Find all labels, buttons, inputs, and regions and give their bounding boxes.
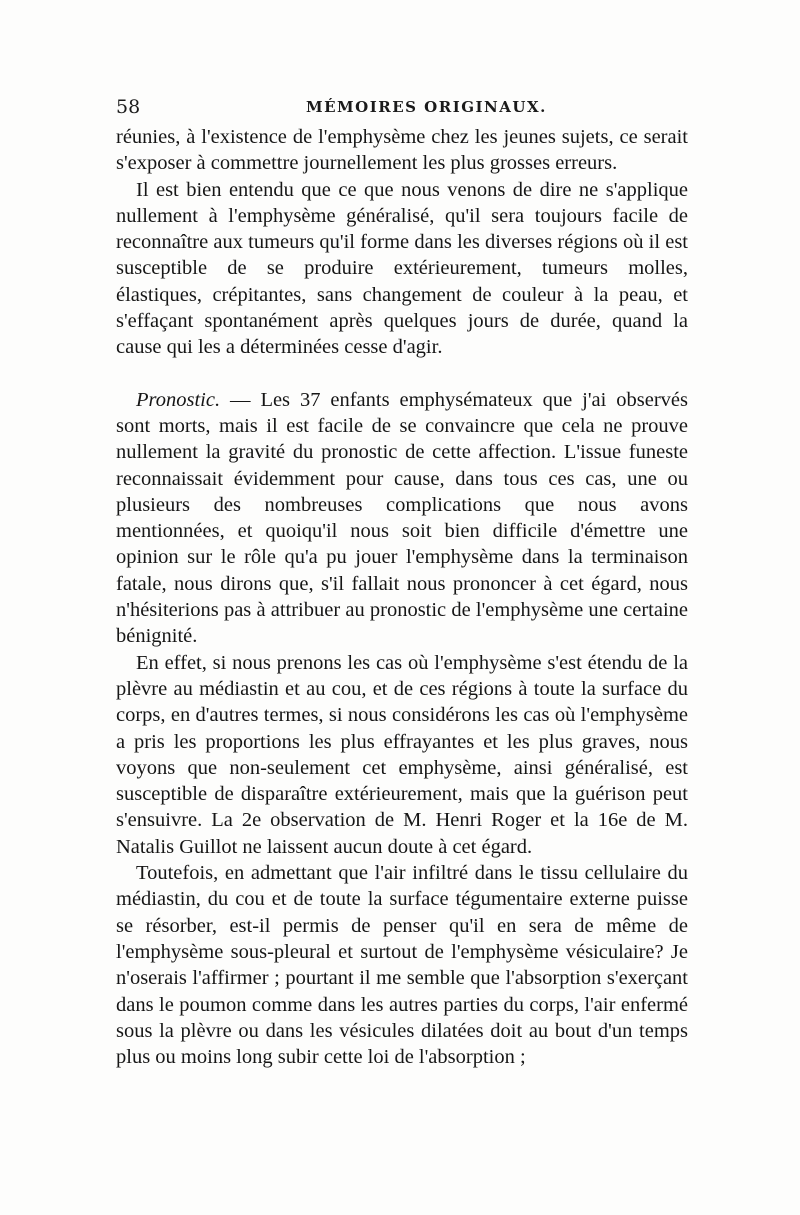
paragraph-text: En effet, si nous prenons les cas où l'emphysème s'est étendu de la plèvre au médiastin et au cou, et de ces régions à toute la surface du corps, en d'autres termes, si nous considérons les cas où l'emphysème a pris les proportions les plus effrayantes et les plus graves, nous voyons que non-seulement cet emphysème, ainsi généralisé, est susceptible de disparaître extérieurement, mais que la guérison peut s'ensuivre. La 2e observation de M. Henri Roger et la 16e de M. Natalis Guillot ne laissent aucun doute à cet égard.: [116, 651, 688, 858]
body-text: [116, 124, 688, 1070]
page-number: 58: [116, 96, 141, 118]
section-lead: Pronostic.: [136, 388, 221, 411]
paragraph: [116, 860, 688, 1070]
paragraph-text: Il est bien entendu que ce que nous venons de dire ne s'applique nullement à l'emphysème généralisé, qu'il sera toujours facile de reconnaître aux tumeurs qu'il forme dans les diverses régions où il est susceptible de se produire extérieurement, tumeurs molles, élastiques, crépitantes, sans changement de couleur à la peau, et s'effaçant spontanément après quelques jours de durée, quand la cause qui les a déterminées cesse d'agir.: [116, 178, 688, 359]
paragraph: [116, 177, 688, 361]
paragraph-continuation: [116, 124, 688, 177]
paragraph-text: — Les 37 enfants emphysémateux que j'ai observés sont morts, mais il est facile de se convaincre que cela ne prouve nullement la gravité du pronostic de cette affection. L'issue funeste reconnaissait évidemment pour cause, dans tous ces cas, une ou plusieurs des nombreuses complications que nous avons mentionnées, et quoiqu'il nous soit bien difficile d'émettre une opinion sur le rôle qu'a pu jouer l'emphysème dans la terminaison fatale, nous dirons que, s'il fallait nous prononcer à cet égard, nous n'hésiterions pas à attribuer au pronostic de l'emphysème une certaine bénignité.: [116, 388, 688, 648]
paragraph-text: réunies, à l'existence de l'emphysème chez les jeunes sujets, ce serait s'exposer à commettre journellement les plus grosses erreurs.: [116, 126, 688, 175]
page-header: [116, 96, 688, 122]
paragraph: [116, 650, 688, 860]
running-head: MÉMOIRES ORIGINAUX.: [306, 98, 547, 116]
paragraph-pronostic: [116, 387, 688, 650]
paragraph-text: Toutefois, en admettant que l'air infiltré dans le tissu cellulaire du médiastin, du cou et de toute la surface tégumentaire externe puisse se résorber, est-il permis de penser qu'il en sera de même de l'emphysème sous-pleural et surtout de l'emphysème vésiculaire? Je n'oserais l'affirmer ; pourtant il me semble que l'absorption s'exerçant dans le poumon comme dans les autres parties du corps, l'air enfermé sous la plèvre ou dans les vésicules dilatées doit au bout d'un temps plus ou moins long subir cette loi de l'absorption ;: [116, 862, 688, 1069]
